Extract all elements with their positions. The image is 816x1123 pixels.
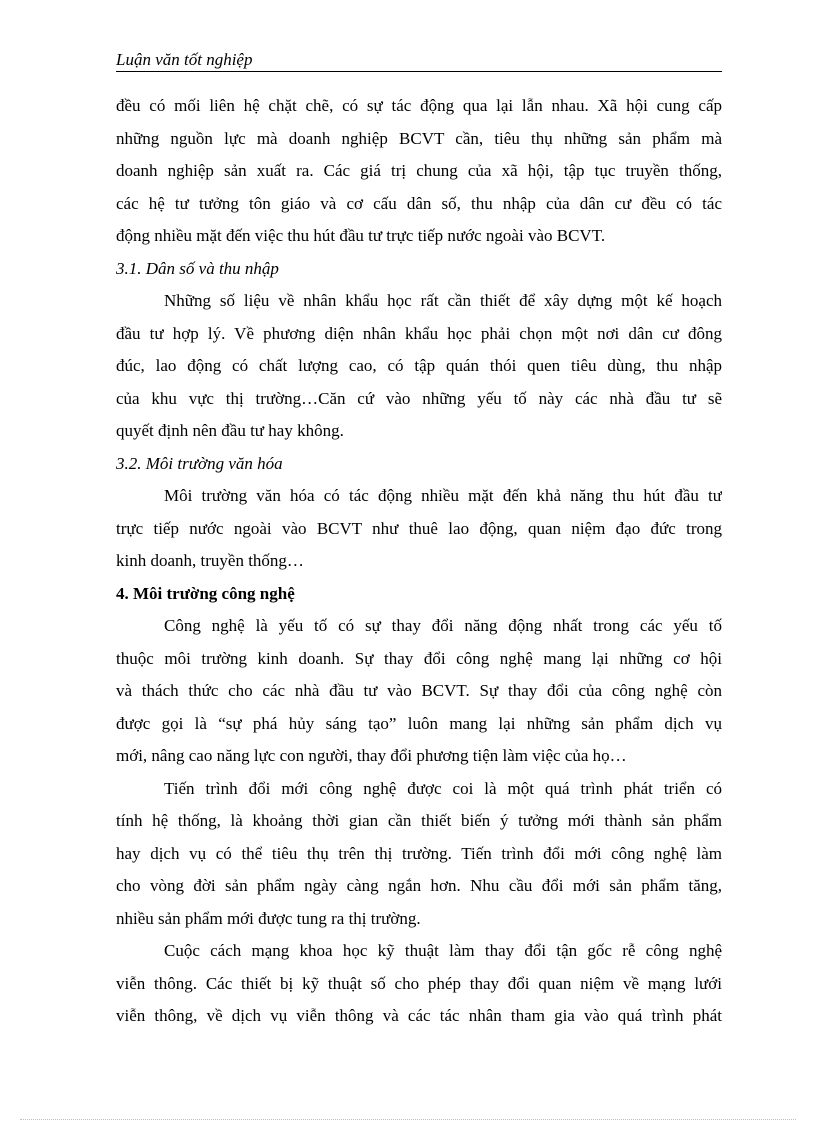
text-line: Cuộc cách mạng khoa học kỹ thuật làm thay đổi tận gốc rễ công nghệ	[164, 941, 722, 960]
paragraph-demographics	[116, 285, 722, 448]
subheading-cultural-environment: 3.2. Môi trường văn hóa	[116, 453, 283, 473]
text-line: đúc, lao động có chất lượng cao, có tập quán thói quen tiêu dùng, thu nhập	[116, 356, 722, 375]
text-line: viễn thông. Các thiết bị kỹ thuật số cho phép thay đổi quan niệm về mạng lưới	[116, 973, 722, 993]
text-line: động nhiều mặt đến việc thu hút đầu tư trực tiếp nước ngoài vào BCVT.	[116, 226, 606, 245]
paragraph-innovation-process	[116, 773, 722, 936]
section-heading-technology: 4. Môi trường công nghệ	[116, 583, 295, 603]
text-line: tính hệ thống, là khoảng thời gian cần thiết biến ý tưởng mới thành sản phẩm	[116, 811, 722, 830]
paragraph-tech-revolution	[116, 935, 722, 1033]
text-line: đầu tư hợp lý. Về phương diện nhân khẩu học phải chọn một nơi dân cư đông	[116, 323, 722, 343]
text-line: của khu vực thị trường…Căn cứ vào những yếu tố này các nhà đầu tư sẽ	[116, 388, 722, 408]
text-line: trực tiếp nước ngoài vào BCVT như thuê lao động, quan niệm đạo đức trong	[116, 518, 722, 538]
text-line: viễn thông, về dịch vụ viễn thông và các tác nhân tham gia vào quá trình phát	[116, 1006, 722, 1025]
document-body	[116, 90, 722, 1033]
text-line: các hệ tư tưởng tôn giáo và cơ cấu dân số, thu nhập của dân cư đều có tác	[116, 193, 722, 213]
page-header: Luận văn tốt nghiệp	[116, 50, 722, 72]
text-line: Những số liệu về nhân khẩu học rất cần thiết để xây dựng một kế hoạch	[164, 291, 722, 310]
text-line: được gọi là “sự phá hủy sáng tạo” luôn mang lại những sản phẩm dịch vụ	[116, 713, 722, 733]
text-line: kinh doanh, truyền thống…	[116, 551, 304, 570]
text-line: Tiến trình đổi mới công nghệ được coi là một quá trình phát triển có	[164, 778, 722, 798]
text-line: Môi trường văn hóa có tác động nhiều mặt đến khả năng thu hút đầu tư	[164, 486, 722, 505]
text-line: và thách thức cho các nhà đầu tư vào BCVT. Sự thay đổi của công nghệ còn	[116, 681, 722, 700]
text-line: đều có mối liên hệ chặt chẽ, có sự tác động qua lại lẫn nhau. Xã hội cung cấp	[116, 96, 722, 115]
paragraph-culture	[116, 480, 722, 578]
text-line: nhiều sản phẩm mới được tung ra thị trường.	[116, 908, 421, 928]
subheading-population-income: 3.1. Dân số và thu nhập	[116, 258, 279, 278]
paragraph-technology-change	[116, 610, 722, 773]
text-line: thuộc môi trường kinh doanh. Sự thay đổi công nghệ mang lại những cơ hội	[116, 648, 722, 668]
text-line: doanh nghiệp sản xuất ra. Các giá trị chung của xã hội, tập tục truyền thống,	[116, 161, 722, 180]
text-line: Công nghệ là yếu tố có sự thay đổi năng động nhất trong các yếu tố	[164, 616, 722, 635]
text-line: mới, nâng cao năng lực con người, thay đổi phương tiện làm việc của họ…	[116, 746, 627, 765]
text-line: quyết định nên đầu tư hay không.	[116, 421, 344, 440]
paragraph-social-environment	[116, 90, 722, 253]
text-line: cho vòng đời sản phẩm ngày càng ngắn hơn. Nhu cầu đổi mới sản phẩm tăng,	[116, 876, 722, 895]
text-line: những nguồn lực mà doanh nghiệp BCVT cần, tiêu thụ những sản phẩm mà	[116, 128, 722, 148]
page-bottom-divider	[20, 1119, 796, 1120]
text-line: hay dịch vụ có thể tiêu thụ trên thị trường. Tiến trình đổi mới công nghệ làm	[116, 843, 722, 863]
